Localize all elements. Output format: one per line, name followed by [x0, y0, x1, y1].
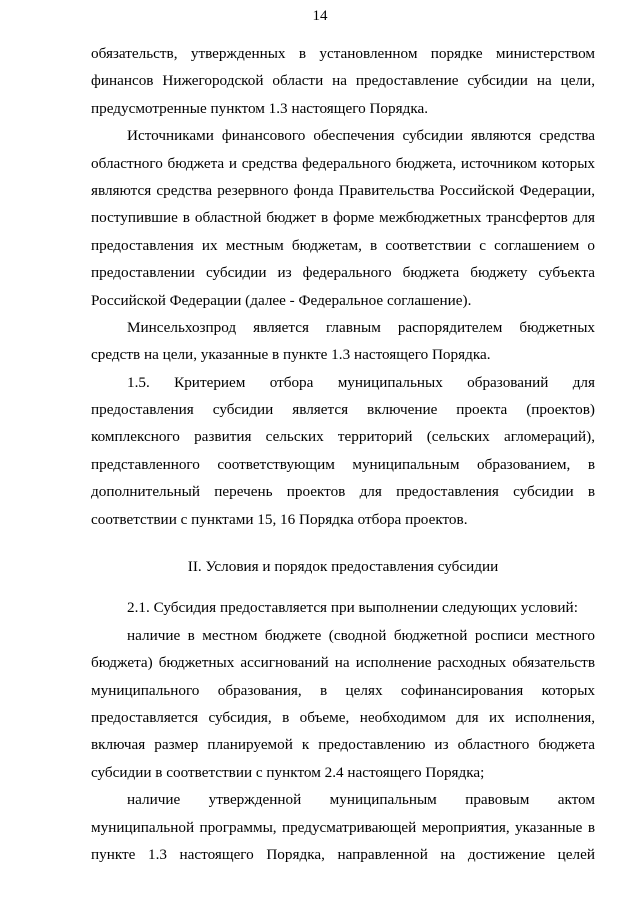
text-line: являются средства резервного фонда Правительства Российской Федерации,: [91, 181, 595, 199]
text-line: муниципальной программы, предусматривающей мероприятия, указанные в: [91, 818, 595, 836]
text-line: представленного соответствующим муниципальным образованием, в: [91, 455, 595, 473]
text-line: комплексного развития сельских территорий (сельских агломераций),: [91, 428, 595, 446]
text-line: Минсельхозпрод является главным распорядителем бюджетных: [127, 318, 595, 336]
document-body: [91, 40, 595, 868]
text-line: предоставления субсидии является включение проекта (проектов): [91, 401, 595, 419]
text-line: обязательств, утвержденных в установленном порядке министерством: [91, 45, 595, 62]
text-line: соответствии с пунктами 15, 16 Порядка отбора проектов.: [91, 510, 468, 528]
text-line: Источниками финансового обеспечения субсидии являются средства: [127, 127, 595, 145]
text-line: субсидии в соответствии с пунктом 2.4 настоящего Порядка;: [91, 763, 485, 781]
section-heading: II. Условия и порядок предоставления субсидии: [187, 558, 499, 576]
text-line: включая размер планируемой к предоставлению из областного бюджета: [91, 736, 595, 754]
text-line: наличие в местном бюджете (сводной бюджетной росписи местного: [127, 626, 595, 644]
text-line: пункте 1.3 настоящего Порядка, направленной на достижение целей: [91, 845, 595, 863]
text-line: предоставляется субсидия, в объеме, необходимом для их исполнения,: [91, 708, 595, 726]
text-line: средств на цели, указанные в пункте 1.3 настоящего Порядка.: [91, 346, 491, 364]
text-line: областного бюджета и средства федерального бюджета, источником которых: [91, 154, 595, 172]
text-line: дополнительный перечень проектов для предоставления субсидии в: [91, 483, 595, 501]
text-line: наличие утвержденной муниципальным правовым актом: [127, 791, 595, 809]
text-line: муниципального образования, в целях софинансирования которых: [91, 681, 595, 699]
text-line: бюджета) бюджетных ассигнований на исполнение расходных обязательств: [91, 654, 595, 672]
page-number: 14: [312, 8, 328, 24]
text-line: финансов Нижегородской области на предоставление субсидии на цели,: [91, 72, 595, 90]
text-line: 2.1. Субсидия предоставляется при выполнении следующих условий:: [127, 599, 578, 617]
text-line: предоставлении субсидии из федерального бюджета бюджету субъекта: [91, 264, 595, 282]
text-line: предусмотренные пунктом 1.3 настоящего Порядка.: [91, 99, 429, 117]
text-line: 1.5. Критерием отбора муниципальных образований для: [127, 373, 595, 391]
text-line: поступившие в областной бюджет в форме межбюджетных трансфертов для: [91, 209, 595, 227]
text-line: Российской Федерации (далее - Федеральное соглашение).: [91, 291, 472, 309]
text-line: предоставления их местным бюджетам, в соответствии с соглашением о: [91, 236, 595, 254]
